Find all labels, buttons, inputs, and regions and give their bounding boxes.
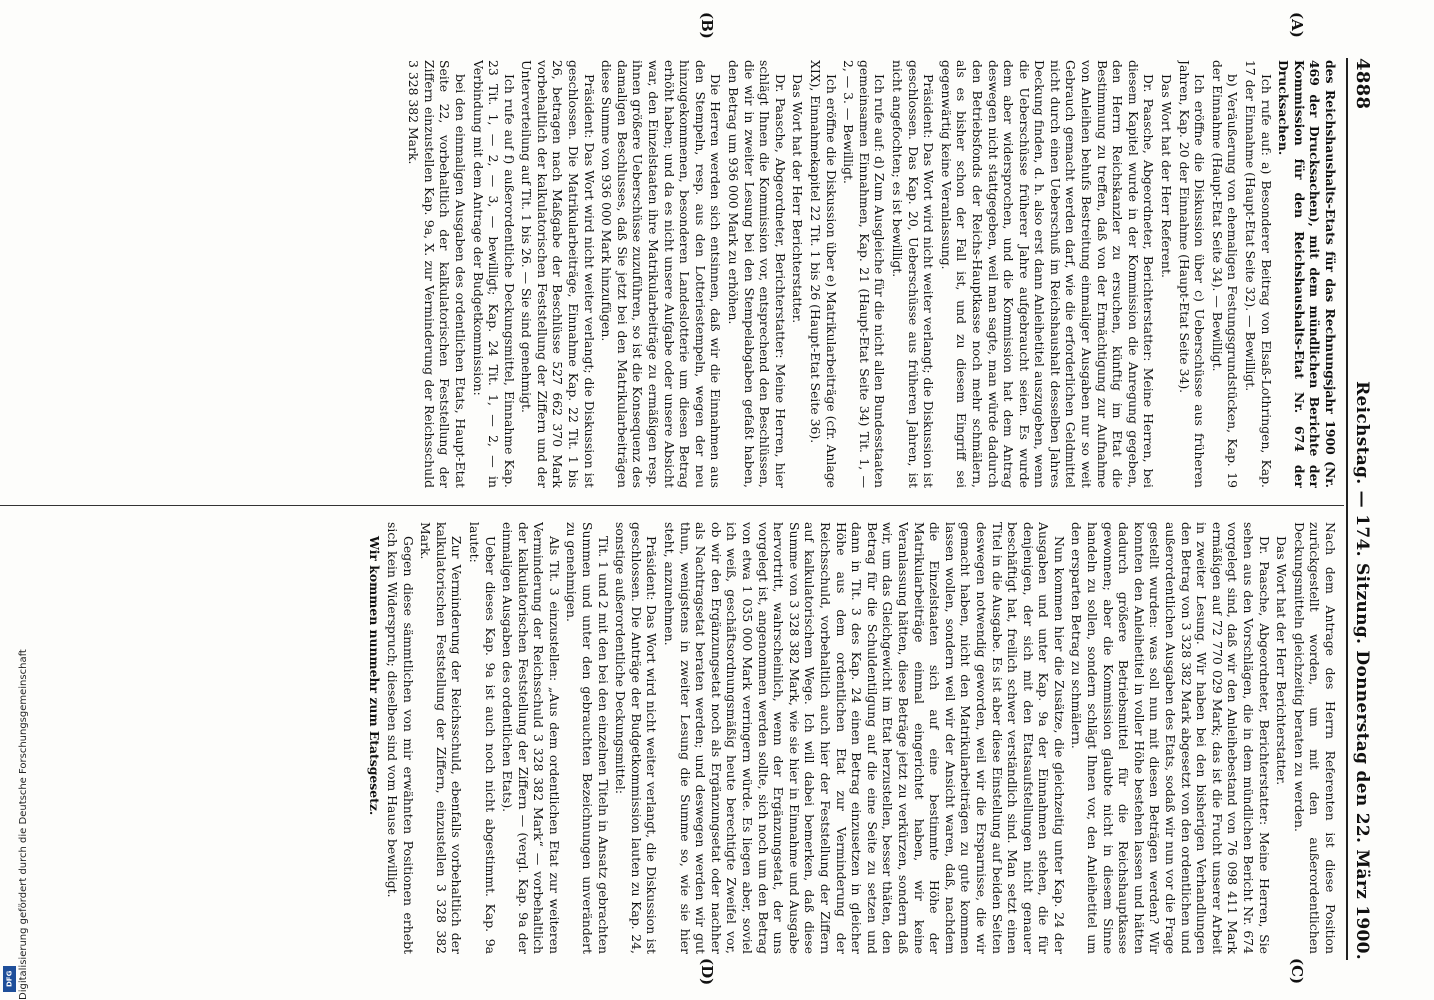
margin-mark-c: (C) bbox=[1288, 958, 1306, 985]
paragraph: bei den einmaligen Ausgaben des ordentlichen Etats, Haupt-Etat Seite 22, vorbehaltlich der kalkulatorischen Feststellung der Ziffern einzustellen Kap. 9a, X. zur Verminderung der Reichsschuld 3 328 382 Mark. bbox=[406, 60, 468, 488]
digitization-strip bbox=[0, 0, 29, 1000]
paragraph: Präsident: Das Wort wird nicht weiter verlangt; die Diskussion ist geschlossen. Das Kap. 20, Ueberschüsse aus früheren Jahren, ist nicht angefochten; es ist bewilligt. bbox=[889, 60, 937, 488]
paragraph: Nach dem Antrage des Herrn Referenten ist diese Position zurückgestellt worden, um mit den außerordentlichen Deckungsmitteln gleichzeitig beraten zu werden. bbox=[1291, 522, 1338, 954]
paragraph: Dr. Paasche, Abgeordneter, Berichterstatter: Meine Herren, bei diesem Kapitel wurde in der Kommission die Anregung gegeben, den Herrn Reichskanzler zu ersuchen, künftig im Etat die Bestimmung zu treffen, daß von der Ermächtigung zur Aufnahme von Anleihen behufs Bestreitung einmaliger Ausgaben nur so weit Gebrauch gemacht werden darf, wie die erforderlichen Geldmittel nicht durch einen Ueberschuß im Reichshaushalt desselben Jahres Deckung finden, d. h. also erst dann Anleihetitel auszugeben, wenn die Ueberschüsse früherer Jahre aufgebraucht seien. Es wurde dem aber widersprochen, und die Kommission hat dem Antrag deswegen nicht stattgegeben, weil man sagte, man würde dadurch den Betriebsfonds der Reichs-Hauptkasse noch mehr schmälern, als es bisher schon der Fall ist, und zu diesem Eingriff sei gegenwärtig keine Veranlassung. bbox=[938, 60, 1157, 488]
header-rule bbox=[1346, 58, 1348, 960]
margin-mark-b: (B) bbox=[698, 12, 716, 39]
page-header bbox=[1352, 58, 1378, 960]
paragraph: des Reichshaushalts-Etats für das Rechnungsjahr 1900 (Nr. 469 der Drucksachen), mit dem mündlichen Berichte der Kommission für den Reichshaushalts-Etat Nr. 674 der Drucksachen. bbox=[1276, 60, 1338, 488]
header-title: Reichstag. — 174. Sitzung. Donnerstag den 22. März 1900. bbox=[1352, 381, 1372, 960]
paragraph: Gegen diese sämmtlichen von mir erwähnten Positionen erhebt sich kein Widerspruch; dieselben sind vom Hause bewilligt. bbox=[384, 522, 416, 954]
paragraph: Tit. 1 und 2 mit den bei den einzelnen Titeln in Ansatz gebrachten Summen und unter den gebrauchten Bezeichnungen unverändert zu genehmigen. bbox=[564, 522, 611, 954]
paragraph: Die Herren werden sich entsinnen, daß wir die Einnahmen aus den Stempeln, resp. aus den Lotteriestempeln, wegen der neu hinzugekommenen, besonderen Landeslotterie um diesen Betrag erhöht haben; und da es nicht unsere Aufgabe oder unsere Absicht war, den Einzelstaaten ihre Matrikularbeiträge zu ermäßigen resp. ihnen größere Ueberschüsse zuzuführen, so ist die Konsequenz des damaligen Beschlusses, daß Sie jetzt bei den Matrikularbeiträgen diese Summe von 936 000 Mark hinzufügen. bbox=[599, 60, 724, 488]
paragraph: Nun kommen hier die Zusätze, die gleichzeitig unter Kap. 24 der Ausgaben und unter Kap. 9a der Einnahmen stehen, die für denjenigen, der sich mit den Etatsaufstellungen nicht genauer beschäftigt hat, freilich schwer verständlich sind. Man setzt einen Titel in die Ausgabe. Es ist aber diese Einstellung auf beiden Seiten deswegen notwendig geworden, weil wir die Ersparnisse, die wir gemacht haben, nicht den Matrikularbeiträgen zu gute kommen lassen wollen, sondern weil wir der Ansicht waren, daß, nachdem die Einzelstaaten sich auf eine bestimmte Höhe der Matrikularbeiträge einmal eingerichtet haben, wir keine Veranlassung hätten, diese Beträge jetzt zu verkürzen, sondern daß wir, um das Gleichgewicht im Etat herzustellen, besser thäten, den Betrag für die Schuldentilgung auf die eine Seite zu setzen und dann in Tit. 3 des Kap. 24 einen Betrag einzusetzen in gleicher Höhe aus dem ordentlichen Etat zur Verminderung der Reichsschuld, vorbehaltlich auch hier der Feststellung der Ziffern auf kalkulatorischem Wege. Ich will dabei bemerken, daß diese Summe von 3 328 382 Mark, wie sie hier in Einnahme und Ausgabe hervortritt, wahrscheinlich, wenn der Ergänzungsetat, der uns vorgelegt ist, angenommen werden sollte, sich noch um den Betrag von etwa 1 035 000 Mark verringern würde. Es liegen aber, soviel ich weiß, geschäftsordnungsmäßig heute berechtigte Zweifel vor, ob wir den Ergänzungsetat noch als Ergänzungsetat oder nachher als Nachtragsetat beraten werden; und deswegen werden wir gut thun, wenigstens in zweiter Lesung die Summe so, wie sie hier steht, anzunehmen. bbox=[662, 522, 1067, 954]
paragraph: Ich eröffne die Diskussion über c) Ueberschüsse aus früheren Jahren, Kap. 20 der Einnahme (Haupt-Etat Seite 34). bbox=[1176, 60, 1208, 488]
paragraph: Das Wort hat der Herr Referent. bbox=[1159, 74, 1175, 278]
paragraph: Zur Verminderung der Reichsschuld, ebenfalls vorbehaltlich der kalkulatorischen Feststellung der Ziffern, einzustellen 3 328 382 Mark. bbox=[418, 522, 465, 954]
paragraph: b) Veräußerung von ehemaligen Festungsgrundstücken, Kap. 19 der Einnahme (Haupt-Etat Seite 34). — Bewilligt. bbox=[1209, 60, 1241, 488]
paragraph: Ich rufe auf: d) Zum Ausgleiche für die nicht allen Bundesstaaten gemeinsamen Einnahmen, Kap. 21 (Haupt-Etat Seite 34) Tit. 1, — 2, — 3. — Bewilligt. bbox=[841, 60, 888, 488]
paragraph: Präsident: Das Wort wird nicht weiter verlangt; die Diskussion ist geschlossen. Die Matrikularbeiträge, Einnahme Kap. 22 Tit. 1 bis 26, betragen nach Maßgabe der Beschlüsse 527 662 370 Mark vorbehaltlich der kalkulatorischen Feststellung der Ziffern und der Unterverteilung auf Tit. 1 bis 26. — Sie sind genehmigt. bbox=[519, 60, 597, 488]
left-column bbox=[8, 60, 1338, 488]
paragraph: Das Wort hat der Herr Berichterstatter. bbox=[1274, 536, 1290, 786]
paragraph: Präsident: Das Wort wird nicht weiter verlangt, die Diskussion ist geschlossen. Die Anträge der Budgetkommission lauten zu Kap. 24, sonstige außerordentliche Deckungsmittel: bbox=[613, 522, 660, 954]
paragraph: Ich eröffne die Diskussion über e) Matrikularbeiträge (cfr. Anlage XIX), Einnahmekapitel 22 Tit. 1 bis 26 (Haupt-Etat Seite 36). bbox=[808, 60, 839, 488]
right-column bbox=[8, 522, 1338, 954]
column-divider bbox=[0, 505, 1344, 506]
paragraph: Wir kommen nunmehr zum Etatsgesetz. bbox=[367, 536, 383, 816]
paragraph: Dr. Paasche, Abgeordneter, Berichterstatter: Meine Herren, Sie sehen aus den Vorschlägen, die in dem mündlichen Bericht Nr. 674 vorgelegt sind, daß wir den Anleihebestand von 76 098 411 Mark ermäßigen auf 72 770 029 Mark; das ist die Frucht unserer Arbeit in zweiter Lesung. Wir haben bei den bisherigen Verhandlungen den Betrag von 3 328 382 Mark abgesetzt von den ordentlichen und außerordentlichen Ausgaben des Etats, sodaß wir nun vor die Frage gestellt wurden: was soll nun mit diesen Beträgen werden? Wir konnten den Anleihetitel in voller Höhe bestehen lassen und hätten dadurch größere Betriebsmittel für die Reichshauptkasse gewonnen; aber die Kommission glaubte nicht in diesem Sinne handeln zu sollen, sondern schlägt Ihnen vor, den Anleihetitel um den ersparten Betrag zu schmälern. bbox=[1069, 522, 1272, 954]
digitization-note: Digitalisierung gefördert durch die Deutsche Forschungsgemeinschaft bbox=[18, 649, 29, 1000]
margin-mark-d: (D) bbox=[698, 958, 716, 986]
paragraph: Ich rufe auf f) außerordentliche Deckungsmittel, Einnahme Kap. 23 Tit. 1, — 2, — 3, — bewilligt; Kap. 24 Tit. 1, — 2, — in Verbindung mit dem Antrage der Budgetkommission: bbox=[470, 60, 517, 488]
paragraph: Ich rufe auf: a) Besonderer Beitrag von Elsaß-Lothringen, Kap. 17 der Einnahme (Haupt-Etat Seite 32). — Bewilligt. bbox=[1243, 60, 1274, 488]
paragraph: Ueber dieses Kap. 9a ist auch noch nicht abgestimmt. Kap. 9a lautet: bbox=[466, 522, 498, 954]
page-number: 4888 bbox=[1352, 58, 1373, 110]
paragraph: Als Tit. 3 einzustellen: „Aus dem ordentlichen Etat zur weiteren Verminderung der Reichsschuld 3 328 382 Mark“ — vorbehaltlich der kalkulatorischen Feststellung der Ziffern — (vergl. Kap. 9a der einmaligen Ausgaben des ordentlichen Etats). bbox=[500, 522, 562, 954]
margin-mark-a: (A) bbox=[1288, 12, 1306, 38]
dfg-logo: DFG bbox=[3, 966, 16, 992]
paragraph: Dr. Paasche, Abgeordneter, Berichterstatter: Meine Herren, hier schlägt Ihnen die Kommission vor, entsprechend den Beschlüssen, die wir in zweiter Lesung bei den Stempelabgaben gefaßt haben, den Betrag um 936 000 Mark zu erhöhen. bbox=[726, 60, 788, 488]
paragraph: Das Wort hat der Herr Berichterstatter. bbox=[790, 74, 806, 324]
